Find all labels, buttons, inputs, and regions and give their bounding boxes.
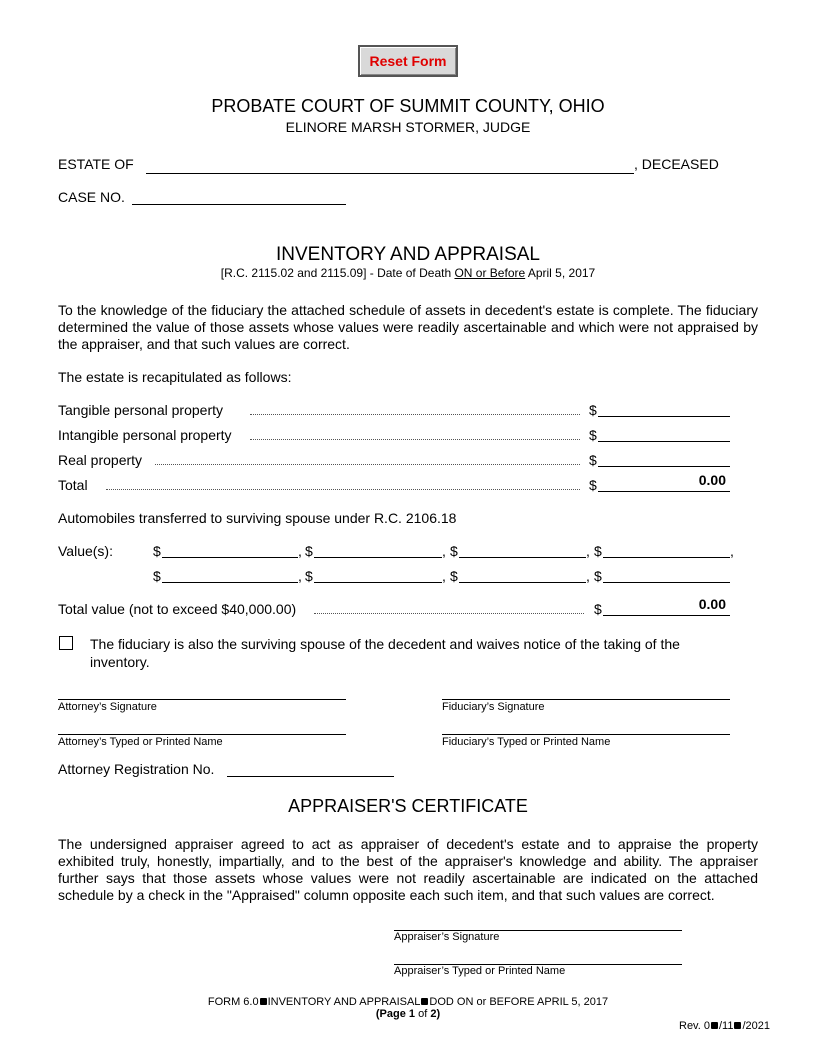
real-property-amount-field[interactable] (600, 448, 726, 466)
dollar-sign: $ (594, 601, 602, 617)
intangible-amount-field[interactable] (600, 423, 726, 441)
attorney-name-label: Attorney’s Typed or Printed Name (58, 736, 223, 748)
leader-dots (155, 464, 580, 465)
deceased-label: , DECEASED (634, 156, 719, 172)
dollar-sign: $ (305, 568, 313, 584)
reset-form-button[interactable]: Reset Form (358, 45, 458, 77)
value-underline (459, 582, 586, 583)
dollar-sign: $ (589, 477, 597, 493)
case-no-field[interactable] (134, 187, 344, 205)
spouse-waiver-checkbox[interactable] (59, 636, 73, 650)
recap-label-intangible: Intangible personal property (58, 427, 232, 443)
value-underline (162, 582, 298, 583)
recap-label: The estate is recapitulated as follows: (58, 369, 292, 385)
auto-value-4-field[interactable] (605, 540, 728, 557)
registration-label: Attorney Registration No. (58, 761, 215, 777)
amount-underline (598, 441, 730, 442)
auto-total-label: Total value (not to exceed $40,000.00) (58, 601, 297, 617)
comma: , (730, 543, 734, 559)
leader-dots (314, 613, 584, 614)
dollar-sign: $ (594, 543, 602, 559)
appraiser-signature-field[interactable] (394, 913, 682, 930)
value-underline (459, 557, 586, 558)
auto-value-1-field[interactable] (164, 540, 296, 557)
auto-value-6-field[interactable] (316, 565, 440, 582)
comma: , (442, 543, 446, 559)
page-number: (Page 1 of 2) (375, 1008, 441, 1020)
dollar-sign: $ (305, 543, 313, 559)
registration-no-field[interactable] (229, 759, 392, 776)
dollar-sign: $ (589, 452, 597, 468)
appraiser-name-label: Appraiser’s Typed or Printed Name (394, 965, 566, 977)
automobiles-label: Automobiles transferred to surviving spouse under R.C. 2106.18 (58, 510, 457, 526)
values-label: Value(s): (58, 543, 113, 559)
value-underline (603, 582, 730, 583)
tangible-amount-field[interactable] (600, 398, 726, 416)
comma: , (586, 543, 590, 559)
appraiser-name-field[interactable] (394, 947, 682, 964)
revision-date: Rev. 0 /11 /2021 (679, 1020, 770, 1032)
fiduciary-name-label: Fiduciary’s Typed or Printed Name (442, 736, 611, 748)
auto-total-field[interactable] (605, 595, 726, 613)
appraiser-paragraph: The undersigned appraiser agreed to act as appraiser of decedent's estate and to appraise the property exhibited truly, honestly, impartially, and to the best of the appraiser's knowledge and ability. The appraiser further says that those assets whose values were not readily ascertainable are indicated on the attached schedule by a check in the "Appraised" column opposite each such item, and that such values are correct. (58, 836, 758, 903)
form-subtitle: [R.C. 2115.02 and 2115.09] - Date of Death ON or Before April 5, 2017 (220, 266, 596, 280)
leader-dots (106, 489, 580, 490)
recap-label-tangible: Tangible personal property (58, 402, 223, 418)
dollar-sign: $ (589, 427, 597, 443)
auto-value-2-field[interactable] (316, 540, 440, 557)
leader-dots (250, 414, 580, 415)
registration-underline (227, 776, 394, 777)
attorney-name-field[interactable] (58, 717, 346, 734)
dollar-sign: $ (450, 543, 458, 559)
amount-underline (603, 615, 730, 616)
auto-value-7-field[interactable] (461, 565, 584, 582)
auto-value-5-field[interactable] (164, 565, 296, 582)
amount-underline (598, 491, 730, 492)
amount-underline (598, 466, 730, 467)
appraiser-signature-label: Appraiser’s Signature (394, 931, 500, 943)
value-underline (162, 557, 298, 558)
dollar-sign: $ (594, 568, 602, 584)
estate-label: ESTATE OF (58, 156, 134, 172)
fiduciary-signature-line (442, 699, 730, 700)
dollar-sign: $ (450, 568, 458, 584)
fiduciary-signature-label: Fiduciary’s Signature (442, 701, 545, 713)
fiduciary-name-line (442, 734, 730, 735)
judge-name: ELINORE MARSH STORMER, JUDGE (285, 119, 531, 135)
case-no-label: CASE NO. (58, 189, 125, 205)
value-underline (314, 582, 442, 583)
value-underline (314, 557, 442, 558)
waiver-text: The fiduciary is also the surviving spouse of the decedent and waives notice of the taking of the inventory. (90, 636, 680, 670)
dollar-sign: $ (153, 543, 161, 559)
attorney-signature-field[interactable] (58, 682, 346, 699)
total-amount-field[interactable] (600, 471, 726, 489)
recap-label-total: Total (58, 477, 88, 493)
leader-dots (250, 439, 580, 440)
fiduciary-name-field[interactable] (442, 717, 730, 734)
comma: , (586, 568, 590, 584)
recap-label-real: Real property (58, 452, 143, 468)
fiduciary-signature-field[interactable] (442, 682, 730, 699)
value-underline (603, 557, 730, 558)
estate-underline (146, 173, 634, 174)
intro-paragraph: To the knowledge of the fiduciary the attached schedule of assets in decedent's estate is complete. The fiduciary determined the value of those assets whose values were readily ascertainable and which were not appraised by the appraiser, and that such values are correct. (58, 302, 758, 352)
form-title: INVENTORY AND APPRAISAL (276, 244, 540, 265)
dollar-sign: $ (153, 568, 161, 584)
attorney-signature-label: Attorney’s Signature (58, 701, 157, 713)
attorney-name-line (58, 734, 346, 735)
attorney-signature-line (58, 699, 346, 700)
auto-value-3-field[interactable] (461, 540, 584, 557)
form-footer: FORM 6.0 INVENTORY AND APPRAISAL DOD ON or BEFORE APRIL 5, 2017 (207, 996, 609, 1008)
estate-name-field[interactable] (148, 155, 632, 173)
dollar-sign: $ (589, 402, 597, 418)
court-title: PROBATE COURT OF SUMMIT COUNTY, OHIO (211, 96, 605, 116)
comma: , (442, 568, 446, 584)
comma: , (298, 568, 302, 584)
auto-value-8-field[interactable] (605, 565, 728, 582)
amount-underline (598, 416, 730, 417)
comma: , (298, 543, 302, 559)
appraiser-heading: APPRAISER'S CERTIFICATE (288, 796, 528, 816)
